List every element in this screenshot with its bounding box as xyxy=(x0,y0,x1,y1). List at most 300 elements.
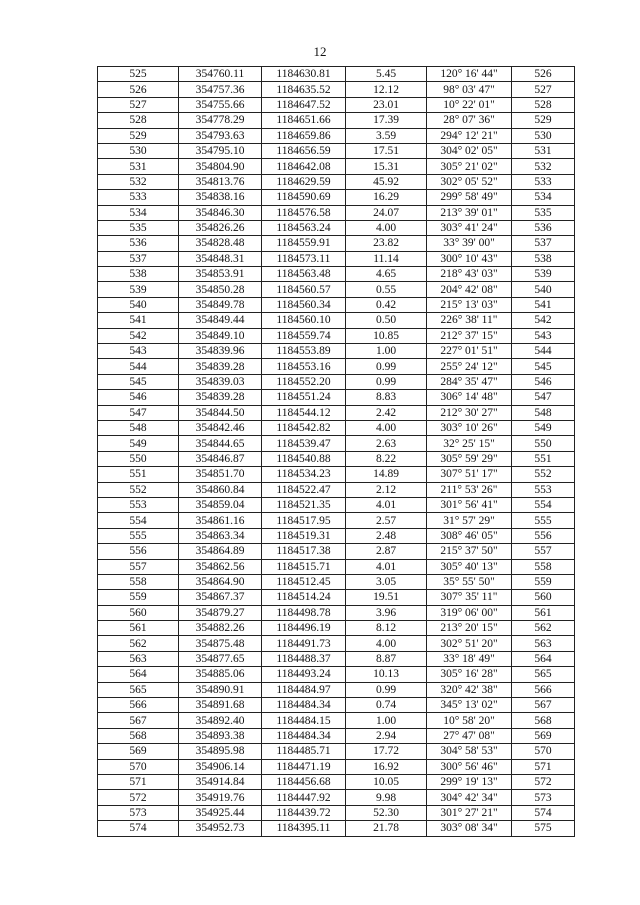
point-to-cell: 531 xyxy=(512,143,575,158)
table-row xyxy=(98,713,575,728)
point-to-cell: 564 xyxy=(512,651,575,666)
x-coordinate-cell: 354838.16 xyxy=(179,190,262,205)
distance-cell: 5.45 xyxy=(346,67,427,82)
table-row xyxy=(98,574,575,589)
bearing-cell: 304° 58' 53" xyxy=(427,744,512,759)
distance-cell: 0.55 xyxy=(346,282,427,297)
point-from-cell: 552 xyxy=(98,482,179,497)
table-row xyxy=(98,297,575,312)
point-to-cell: 533 xyxy=(512,174,575,189)
point-from-cell: 542 xyxy=(98,328,179,343)
bearing-cell: 226° 38' 11" xyxy=(427,313,512,328)
x-coordinate-cell: 354793.63 xyxy=(179,128,262,143)
distance-cell: 8.12 xyxy=(346,621,427,636)
y-coordinate-cell: 1184563.48 xyxy=(262,267,346,282)
table-row xyxy=(98,821,575,836)
table-row xyxy=(98,236,575,251)
y-coordinate-cell: 1184456.68 xyxy=(262,774,346,789)
point-from-cell: 570 xyxy=(98,759,179,774)
y-coordinate-cell: 1184484.97 xyxy=(262,682,346,697)
bearing-cell: 308° 46' 05" xyxy=(427,528,512,543)
distance-cell: 0.99 xyxy=(346,359,427,374)
point-to-cell: 549 xyxy=(512,420,575,435)
bearing-cell: 345° 13' 02" xyxy=(427,698,512,713)
point-from-cell: 573 xyxy=(98,805,179,820)
distance-cell: 2.87 xyxy=(346,544,427,559)
distance-cell: 15.31 xyxy=(346,159,427,174)
bearing-cell: 227° 01' 51" xyxy=(427,344,512,359)
point-from-cell: 565 xyxy=(98,682,179,697)
point-from-cell: 531 xyxy=(98,159,179,174)
coordinates-table-body xyxy=(98,67,575,837)
point-from-cell: 530 xyxy=(98,143,179,158)
point-to-cell: 567 xyxy=(512,698,575,713)
distance-cell: 23.82 xyxy=(346,236,427,251)
x-coordinate-cell: 354755.66 xyxy=(179,97,262,112)
point-from-cell: 526 xyxy=(98,82,179,97)
bearing-cell: 28° 07' 36" xyxy=(427,113,512,128)
point-from-cell: 564 xyxy=(98,667,179,682)
x-coordinate-cell: 354860.84 xyxy=(179,482,262,497)
table-row xyxy=(98,621,575,636)
y-coordinate-cell: 1184485.71 xyxy=(262,744,346,759)
x-coordinate-cell: 354885.06 xyxy=(179,667,262,682)
bearing-cell: 284° 35' 47" xyxy=(427,374,512,389)
bearing-cell: 215° 37' 50" xyxy=(427,544,512,559)
y-coordinate-cell: 1184447.92 xyxy=(262,790,346,805)
bearing-cell: 98° 03' 47" xyxy=(427,82,512,97)
bearing-cell: 33° 39' 00" xyxy=(427,236,512,251)
table-row xyxy=(98,405,575,420)
point-to-cell: 556 xyxy=(512,528,575,543)
distance-cell: 19.51 xyxy=(346,590,427,605)
point-to-cell: 566 xyxy=(512,682,575,697)
table-row xyxy=(98,67,575,82)
point-to-cell: 547 xyxy=(512,390,575,405)
table-row xyxy=(98,497,575,512)
y-coordinate-cell: 1184496.19 xyxy=(262,621,346,636)
bearing-cell: 212° 37' 15" xyxy=(427,328,512,343)
point-to-cell: 563 xyxy=(512,636,575,651)
point-to-cell: 561 xyxy=(512,605,575,620)
table-row xyxy=(98,128,575,143)
y-coordinate-cell: 1184512.45 xyxy=(262,574,346,589)
point-to-cell: 536 xyxy=(512,220,575,235)
y-coordinate-cell: 1184471.19 xyxy=(262,759,346,774)
table-row xyxy=(98,267,575,282)
bearing-cell: 307° 51' 17" xyxy=(427,467,512,482)
point-to-cell: 569 xyxy=(512,728,575,743)
point-from-cell: 532 xyxy=(98,174,179,189)
x-coordinate-cell: 354891.68 xyxy=(179,698,262,713)
y-coordinate-cell: 1184395.11 xyxy=(262,821,346,836)
point-from-cell: 536 xyxy=(98,236,179,251)
bearing-cell: 120° 16' 44" xyxy=(427,67,512,82)
bearing-cell: 304° 42' 34" xyxy=(427,790,512,805)
point-from-cell: 537 xyxy=(98,251,179,266)
x-coordinate-cell: 354925.44 xyxy=(179,805,262,820)
x-coordinate-cell: 354914.84 xyxy=(179,774,262,789)
x-coordinate-cell: 354828.48 xyxy=(179,236,262,251)
y-coordinate-cell: 1184498.78 xyxy=(262,605,346,620)
point-from-cell: 551 xyxy=(98,467,179,482)
x-coordinate-cell: 354839.28 xyxy=(179,390,262,405)
y-coordinate-cell: 1184629.59 xyxy=(262,174,346,189)
bearing-cell: 27° 47' 08" xyxy=(427,728,512,743)
point-from-cell: 553 xyxy=(98,497,179,512)
distance-cell: 14.89 xyxy=(346,467,427,482)
bearing-cell: 300° 56' 46" xyxy=(427,759,512,774)
point-to-cell: 562 xyxy=(512,621,575,636)
y-coordinate-cell: 1184484.15 xyxy=(262,713,346,728)
coordinates-table xyxy=(97,66,575,837)
distance-cell: 16.29 xyxy=(346,190,427,205)
x-coordinate-cell: 354848.31 xyxy=(179,251,262,266)
distance-cell: 4.00 xyxy=(346,636,427,651)
table-row xyxy=(98,390,575,405)
point-from-cell: 563 xyxy=(98,651,179,666)
table-row xyxy=(98,467,575,482)
point-from-cell: 562 xyxy=(98,636,179,651)
point-to-cell: 557 xyxy=(512,544,575,559)
point-to-cell: 540 xyxy=(512,282,575,297)
x-coordinate-cell: 354757.36 xyxy=(179,82,262,97)
y-coordinate-cell: 1184493.24 xyxy=(262,667,346,682)
table-row xyxy=(98,513,575,528)
table-row xyxy=(98,774,575,789)
point-to-cell: 535 xyxy=(512,205,575,220)
table-row xyxy=(98,559,575,574)
table-row xyxy=(98,205,575,220)
point-from-cell: 556 xyxy=(98,544,179,559)
bearing-cell: 299° 19' 13" xyxy=(427,774,512,789)
table-row xyxy=(98,728,575,743)
point-from-cell: 533 xyxy=(98,190,179,205)
distance-cell: 10.85 xyxy=(346,328,427,343)
distance-cell: 8.87 xyxy=(346,651,427,666)
point-to-cell: 534 xyxy=(512,190,575,205)
bearing-cell: 303° 41' 24" xyxy=(427,220,512,235)
bearing-cell: 255° 24' 12" xyxy=(427,359,512,374)
distance-cell: 0.50 xyxy=(346,313,427,328)
bearing-cell: 302° 05' 52" xyxy=(427,174,512,189)
bearing-cell: 215° 13' 03" xyxy=(427,297,512,312)
point-from-cell: 547 xyxy=(98,405,179,420)
point-to-cell: 565 xyxy=(512,667,575,682)
point-to-cell: 574 xyxy=(512,805,575,820)
x-coordinate-cell: 354778.29 xyxy=(179,113,262,128)
distance-cell: 3.96 xyxy=(346,605,427,620)
point-to-cell: 573 xyxy=(512,790,575,805)
point-to-cell: 548 xyxy=(512,405,575,420)
point-to-cell: 550 xyxy=(512,436,575,451)
x-coordinate-cell: 354826.26 xyxy=(179,220,262,235)
distance-cell: 0.99 xyxy=(346,374,427,389)
point-from-cell: 546 xyxy=(98,390,179,405)
point-to-cell: 539 xyxy=(512,267,575,282)
x-coordinate-cell: 354813.76 xyxy=(179,174,262,189)
y-coordinate-cell: 1184552.20 xyxy=(262,374,346,389)
point-to-cell: 553 xyxy=(512,482,575,497)
table-row xyxy=(98,605,575,620)
point-from-cell: 538 xyxy=(98,267,179,282)
distance-cell: 10.13 xyxy=(346,667,427,682)
y-coordinate-cell: 1184540.88 xyxy=(262,451,346,466)
table-row xyxy=(98,482,575,497)
bearing-cell: 304° 02' 05" xyxy=(427,143,512,158)
bearing-cell: 305° 59' 29" xyxy=(427,451,512,466)
bearing-cell: 307° 35' 11" xyxy=(427,590,512,605)
x-coordinate-cell: 354849.10 xyxy=(179,328,262,343)
distance-cell: 3.05 xyxy=(346,574,427,589)
point-from-cell: 540 xyxy=(98,297,179,312)
point-from-cell: 528 xyxy=(98,113,179,128)
x-coordinate-cell: 354919.76 xyxy=(179,790,262,805)
point-to-cell: 544 xyxy=(512,344,575,359)
point-to-cell: 558 xyxy=(512,559,575,574)
point-to-cell: 568 xyxy=(512,713,575,728)
point-to-cell: 552 xyxy=(512,467,575,482)
distance-cell: 16.92 xyxy=(346,759,427,774)
table-row xyxy=(98,698,575,713)
table-row xyxy=(98,113,575,128)
bearing-cell: 294° 12' 21" xyxy=(427,128,512,143)
point-to-cell: 537 xyxy=(512,236,575,251)
y-coordinate-cell: 1184635.52 xyxy=(262,82,346,97)
point-from-cell: 550 xyxy=(98,451,179,466)
point-to-cell: 532 xyxy=(512,159,575,174)
y-coordinate-cell: 1184439.72 xyxy=(262,805,346,820)
point-from-cell: 544 xyxy=(98,359,179,374)
bearing-cell: 31° 57' 29" xyxy=(427,513,512,528)
point-to-cell: 538 xyxy=(512,251,575,266)
distance-cell: 12.12 xyxy=(346,82,427,97)
x-coordinate-cell: 354850.28 xyxy=(179,282,262,297)
x-coordinate-cell: 354839.96 xyxy=(179,344,262,359)
distance-cell: 3.59 xyxy=(346,128,427,143)
x-coordinate-cell: 354844.65 xyxy=(179,436,262,451)
bearing-cell: 301° 27' 21" xyxy=(427,805,512,820)
bearing-cell: 204° 42' 08" xyxy=(427,282,512,297)
y-coordinate-cell: 1184551.24 xyxy=(262,390,346,405)
x-coordinate-cell: 354952.73 xyxy=(179,821,262,836)
table-row xyxy=(98,667,575,682)
y-coordinate-cell: 1184534.23 xyxy=(262,467,346,482)
bearing-cell: 305° 21' 02" xyxy=(427,159,512,174)
distance-cell: 9.98 xyxy=(346,790,427,805)
distance-cell: 4.00 xyxy=(346,220,427,235)
distance-cell: 17.72 xyxy=(346,744,427,759)
y-coordinate-cell: 1184521.35 xyxy=(262,497,346,512)
point-to-cell: 527 xyxy=(512,82,575,97)
x-coordinate-cell: 354895.98 xyxy=(179,744,262,759)
bearing-cell: 212° 30' 27" xyxy=(427,405,512,420)
distance-cell: 24.07 xyxy=(346,205,427,220)
point-to-cell: 572 xyxy=(512,774,575,789)
point-from-cell: 567 xyxy=(98,713,179,728)
y-coordinate-cell: 1184576.58 xyxy=(262,205,346,220)
point-from-cell: 559 xyxy=(98,590,179,605)
distance-cell: 8.83 xyxy=(346,390,427,405)
table-row xyxy=(98,220,575,235)
table-row xyxy=(98,590,575,605)
y-coordinate-cell: 1184573.11 xyxy=(262,251,346,266)
bearing-cell: 300° 10' 43" xyxy=(427,251,512,266)
point-to-cell: 545 xyxy=(512,359,575,374)
page-number: 12 xyxy=(313,44,327,59)
x-coordinate-cell: 354877.65 xyxy=(179,651,262,666)
x-coordinate-cell: 354795.10 xyxy=(179,143,262,158)
point-from-cell: 560 xyxy=(98,605,179,620)
x-coordinate-cell: 354849.78 xyxy=(179,297,262,312)
point-from-cell: 555 xyxy=(98,528,179,543)
x-coordinate-cell: 354893.38 xyxy=(179,728,262,743)
bearing-cell: 299° 58' 49" xyxy=(427,190,512,205)
bearing-cell: 320° 42' 38" xyxy=(427,682,512,697)
x-coordinate-cell: 354862.56 xyxy=(179,559,262,574)
point-from-cell: 558 xyxy=(98,574,179,589)
distance-cell: 2.57 xyxy=(346,513,427,528)
point-from-cell: 557 xyxy=(98,559,179,574)
point-to-cell: 541 xyxy=(512,297,575,312)
point-from-cell: 527 xyxy=(98,97,179,112)
table-row xyxy=(98,436,575,451)
y-coordinate-cell: 1184560.10 xyxy=(262,313,346,328)
table-row xyxy=(98,805,575,820)
table-row xyxy=(98,744,575,759)
distance-cell: 0.74 xyxy=(346,698,427,713)
table-row xyxy=(98,374,575,389)
bearing-cell: 303° 08' 34" xyxy=(427,821,512,836)
point-from-cell: 545 xyxy=(98,374,179,389)
y-coordinate-cell: 1184559.74 xyxy=(262,328,346,343)
bearing-cell: 213° 20' 15" xyxy=(427,621,512,636)
y-coordinate-cell: 1184647.52 xyxy=(262,97,346,112)
bearing-cell: 211° 53' 26" xyxy=(427,482,512,497)
y-coordinate-cell: 1184656.59 xyxy=(262,143,346,158)
table-row xyxy=(98,328,575,343)
table-row xyxy=(98,282,575,297)
x-coordinate-cell: 354844.50 xyxy=(179,405,262,420)
distance-cell: 1.00 xyxy=(346,344,427,359)
distance-cell: 2.94 xyxy=(346,728,427,743)
bearing-cell: 319° 06' 00" xyxy=(427,605,512,620)
table-row xyxy=(98,82,575,97)
y-coordinate-cell: 1184553.89 xyxy=(262,344,346,359)
distance-cell: 1.00 xyxy=(346,713,427,728)
x-coordinate-cell: 354849.44 xyxy=(179,313,262,328)
point-from-cell: 569 xyxy=(98,744,179,759)
y-coordinate-cell: 1184553.16 xyxy=(262,359,346,374)
bearing-cell: 303° 10' 26" xyxy=(427,420,512,435)
y-coordinate-cell: 1184484.34 xyxy=(262,728,346,743)
table-row xyxy=(98,636,575,651)
bearing-cell: 305° 16' 28" xyxy=(427,667,512,682)
y-coordinate-cell: 1184659.86 xyxy=(262,128,346,143)
x-coordinate-cell: 354864.90 xyxy=(179,574,262,589)
y-coordinate-cell: 1184488.37 xyxy=(262,651,346,666)
y-coordinate-cell: 1184542.82 xyxy=(262,420,346,435)
y-coordinate-cell: 1184559.91 xyxy=(262,236,346,251)
distance-cell: 17.39 xyxy=(346,113,427,128)
x-coordinate-cell: 354851.70 xyxy=(179,467,262,482)
x-coordinate-cell: 354892.40 xyxy=(179,713,262,728)
distance-cell: 4.00 xyxy=(346,420,427,435)
distance-cell: 23.01 xyxy=(346,97,427,112)
table-row xyxy=(98,544,575,559)
point-to-cell: 560 xyxy=(512,590,575,605)
x-coordinate-cell: 354839.03 xyxy=(179,374,262,389)
table-row xyxy=(98,420,575,435)
point-to-cell: 554 xyxy=(512,497,575,512)
point-to-cell: 546 xyxy=(512,374,575,389)
x-coordinate-cell: 354890.91 xyxy=(179,682,262,697)
distance-cell: 52.30 xyxy=(346,805,427,820)
y-coordinate-cell: 1184517.95 xyxy=(262,513,346,528)
table-row xyxy=(98,159,575,174)
point-to-cell: 559 xyxy=(512,574,575,589)
table-row xyxy=(98,528,575,543)
distance-cell: 11.14 xyxy=(346,251,427,266)
distance-cell: 0.99 xyxy=(346,682,427,697)
point-from-cell: 566 xyxy=(98,698,179,713)
point-from-cell: 574 xyxy=(98,821,179,836)
point-to-cell: 555 xyxy=(512,513,575,528)
distance-cell: 21.78 xyxy=(346,821,427,836)
x-coordinate-cell: 354875.48 xyxy=(179,636,262,651)
point-from-cell: 539 xyxy=(98,282,179,297)
bearing-cell: 35° 55' 50" xyxy=(427,574,512,589)
point-from-cell: 561 xyxy=(98,621,179,636)
table-row xyxy=(98,790,575,805)
x-coordinate-cell: 354846.87 xyxy=(179,451,262,466)
point-to-cell: 528 xyxy=(512,97,575,112)
point-from-cell: 534 xyxy=(98,205,179,220)
table-row xyxy=(98,359,575,374)
point-from-cell: 541 xyxy=(98,313,179,328)
point-to-cell: 529 xyxy=(512,113,575,128)
x-coordinate-cell: 354859.04 xyxy=(179,497,262,512)
x-coordinate-cell: 354906.14 xyxy=(179,759,262,774)
y-coordinate-cell: 1184560.57 xyxy=(262,282,346,297)
y-coordinate-cell: 1184651.66 xyxy=(262,113,346,128)
bearing-cell: 306° 14' 48" xyxy=(427,390,512,405)
table-row xyxy=(98,651,575,666)
bearing-cell: 33° 18' 49" xyxy=(427,651,512,666)
x-coordinate-cell: 354760.11 xyxy=(179,67,262,82)
distance-cell: 4.01 xyxy=(346,497,427,512)
distance-cell: 2.48 xyxy=(346,528,427,543)
bearing-cell: 302° 51' 20" xyxy=(427,636,512,651)
table-row xyxy=(98,97,575,112)
distance-cell: 0.42 xyxy=(346,297,427,312)
point-to-cell: 526 xyxy=(512,67,575,82)
x-coordinate-cell: 354804.90 xyxy=(179,159,262,174)
x-coordinate-cell: 354867.37 xyxy=(179,590,262,605)
table-row xyxy=(98,313,575,328)
point-to-cell: 551 xyxy=(512,451,575,466)
x-coordinate-cell: 354853.91 xyxy=(179,267,262,282)
table-row xyxy=(98,759,575,774)
x-coordinate-cell: 354839.28 xyxy=(179,359,262,374)
point-from-cell: 525 xyxy=(98,67,179,82)
y-coordinate-cell: 1184484.34 xyxy=(262,698,346,713)
x-coordinate-cell: 354863.34 xyxy=(179,528,262,543)
bearing-cell: 218° 43' 03" xyxy=(427,267,512,282)
y-coordinate-cell: 1184517.38 xyxy=(262,544,346,559)
distance-cell: 4.65 xyxy=(346,267,427,282)
y-coordinate-cell: 1184491.73 xyxy=(262,636,346,651)
